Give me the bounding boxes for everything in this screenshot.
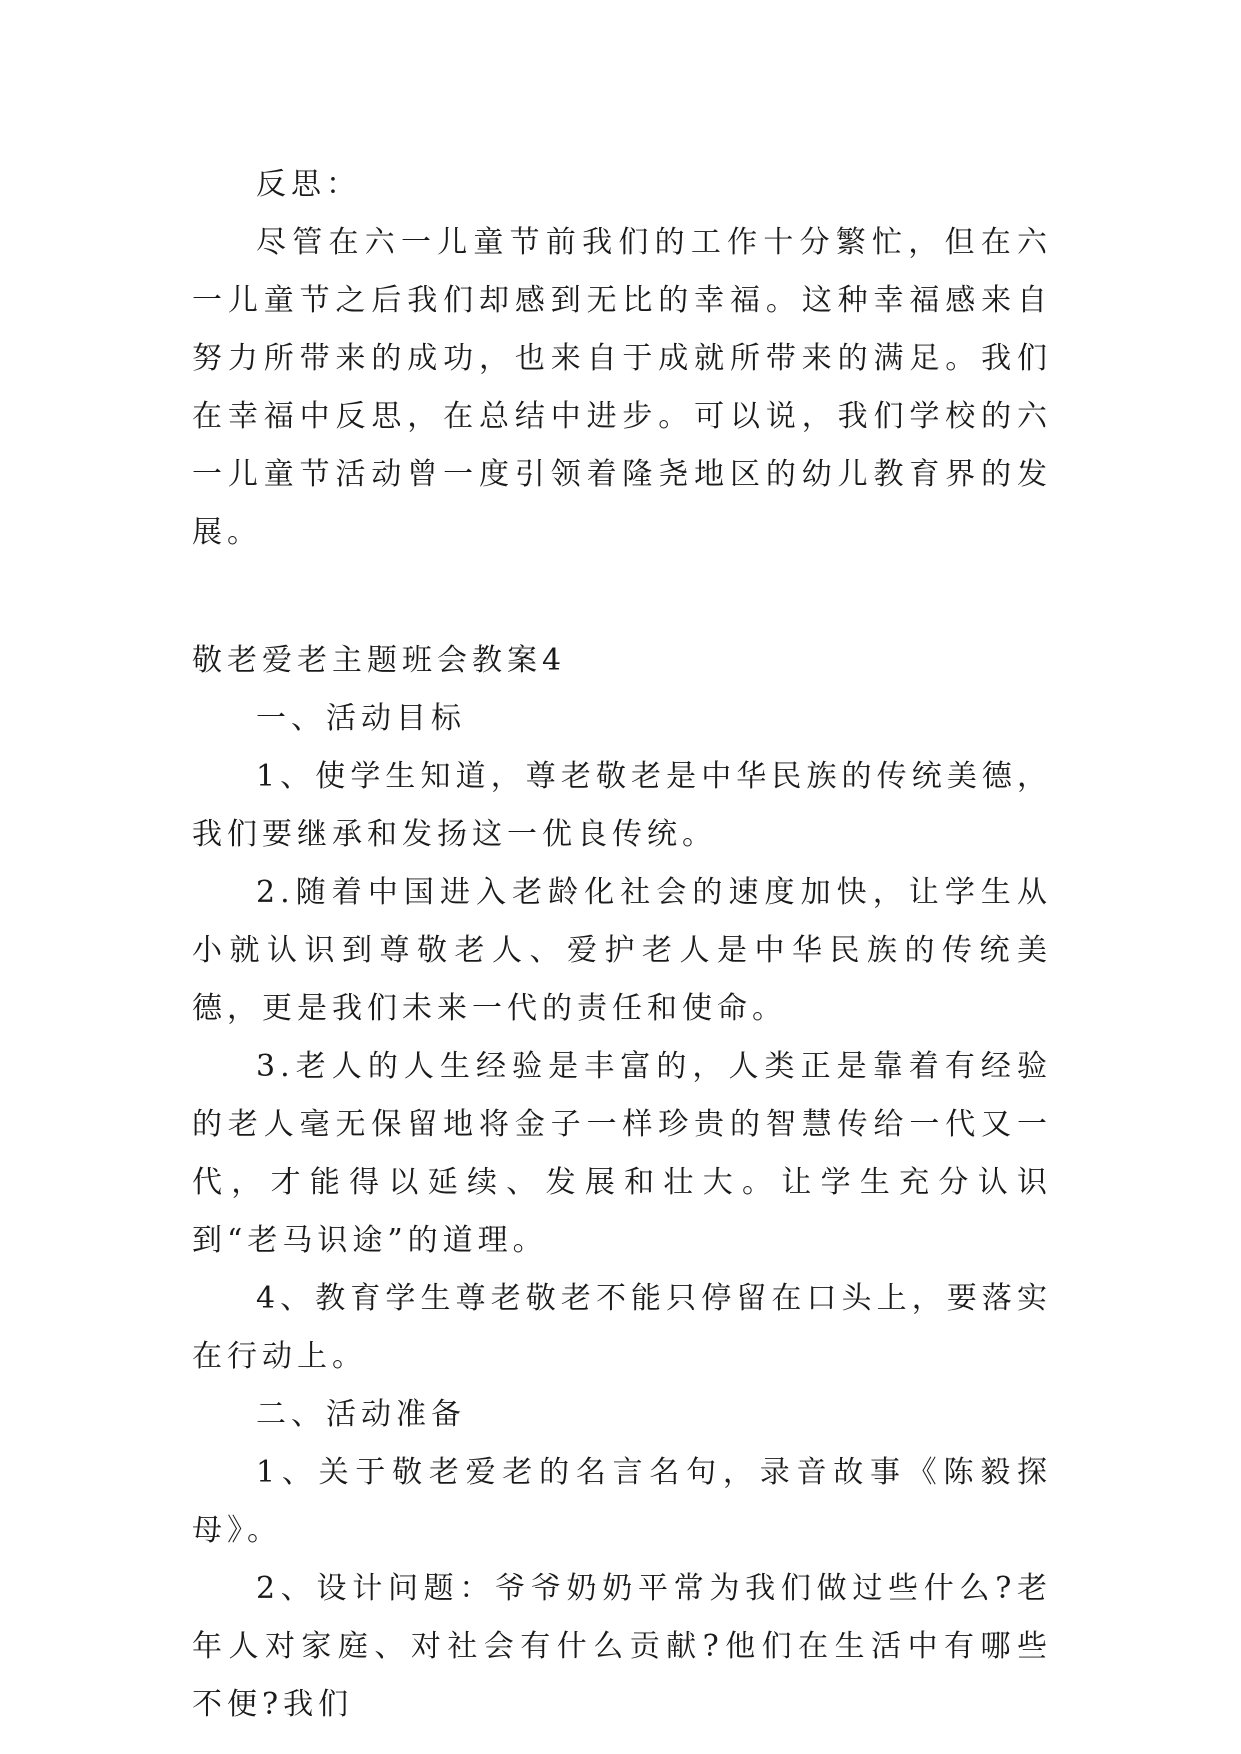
- preparation-heading: 二、活动准备: [256, 1397, 466, 1432]
- goal-item-4: 4、教育学生尊老敬老不能只停留在口头上，要落实在行动上。: [192, 1281, 1052, 1374]
- lesson-plan-title: 敬老爱老主题班会教案4: [192, 643, 567, 678]
- preparation-item-1: 1、关于敬老爱老的名言名句，录音故事《陈毅探母》。: [192, 1455, 1052, 1548]
- goal-item-1: 1、使学生知道，尊老敬老是中华民族的传统美德，我们要继承和发扬这一优良传统。: [192, 759, 1052, 852]
- goal-item-3: 3.老人的人生经验是丰富的，人类正是靠着有经验的老人毫无保留地将金子一样珍贵的智慧传给一代又一代，才能得以延续、发展和壮大。让学生充分认识到“老马识途”的道理。: [192, 1049, 1052, 1258]
- reflection-heading: 反思：: [256, 167, 361, 202]
- reflection-paragraph: 尽管在六一儿童节前我们的工作十分繁忙，但在六一儿童节之后我们却感到无比的幸福。这种幸福感来自努力所带来的成功，也来自于成就所带来的满足。我们在幸福中反思，在总结中进步。可以说，我们学校的六一儿童节活动曾一度引领着隆尧地区的幼儿教育界的发展。: [192, 225, 1052, 550]
- document-body: [192, 156, 1052, 1734]
- goals-heading: 一、活动目标: [256, 701, 466, 736]
- goal-item-2: 2.随着中国进入老龄化社会的速度加快，让学生从小就认识到尊敬老人、爱护老人是中华民族的传统美德，更是我们未来一代的责任和使命。: [192, 875, 1052, 1026]
- preparation-item-2: 2、设计问题：爷爷奶奶平常为我们做过些什么?老年人对家庭、对社会有什么贡献?他们在生活中有哪些不便?我们: [192, 1571, 1052, 1722]
